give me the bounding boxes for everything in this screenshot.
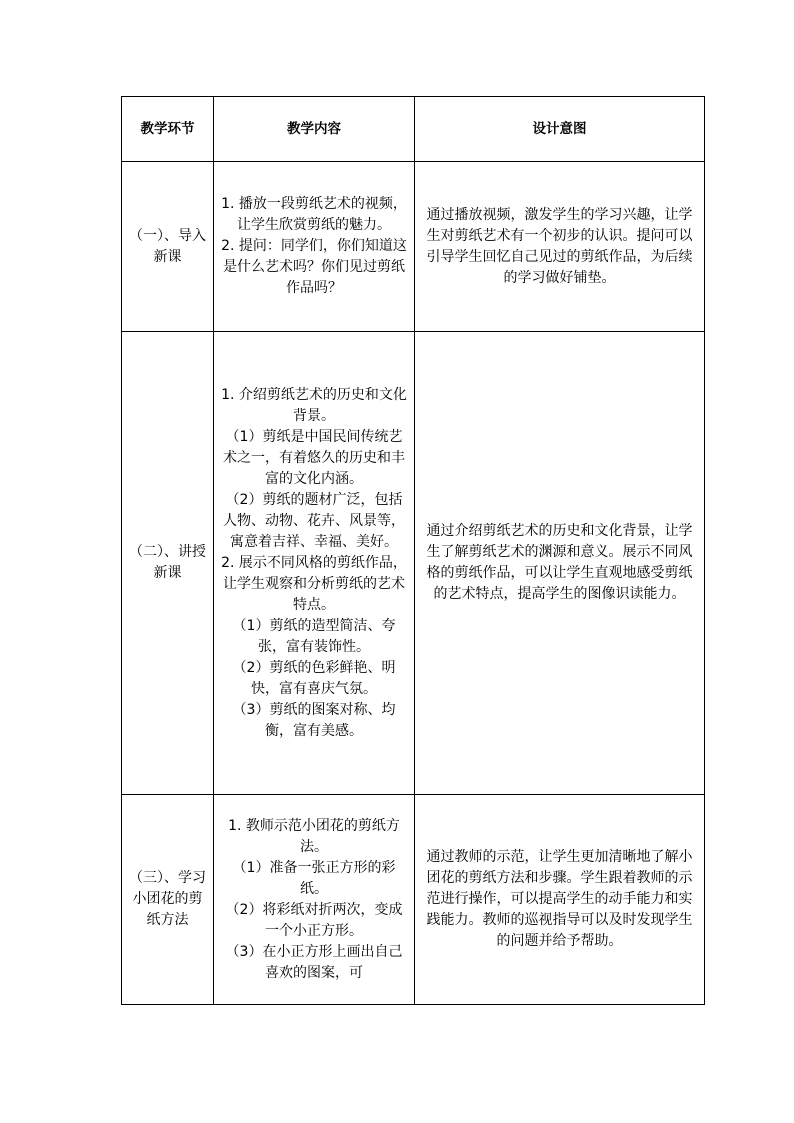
content-line: （1）剪纸的造型简洁、夸张，富有装饰性。 xyxy=(232,617,396,655)
intent-cell: 通过播放视频，激发学生的学习兴趣，让学生对剪纸艺术有一个初步的认识。提问可以引导学生回忆自己见过的剪纸作品，为后续的学习做好铺垫。 xyxy=(415,162,705,332)
content-line: （1）准备一张正方形的彩纸。 xyxy=(232,859,396,897)
stage-cell: （一）、导入新课 xyxy=(122,162,214,332)
table-header-row xyxy=(122,97,705,162)
content-line: 1. 教师示范小团花的剪纸方法。 xyxy=(228,817,400,855)
content-line: （3）在小正方形上画出自己喜欢的图案，可 xyxy=(225,943,403,981)
content-line: （2）将彩纸对折两次，变成一个小正方形。 xyxy=(225,901,403,939)
header-intent: 设计意图 xyxy=(415,97,705,162)
content-line: （1）剪纸是中国民间传统艺术之一，有着悠久的历史和丰富的文化内涵。 xyxy=(223,428,405,487)
content-line: （3）剪纸的图案对称、均衡，富有美感。 xyxy=(232,701,396,739)
table-row xyxy=(122,795,705,1005)
content-line: 1. 介绍剪纸艺术的历史和文化背景。 xyxy=(221,386,407,424)
intent-cell: 通过教师的示范，让学生更加清晰地了解小团花的剪纸方法和步骤。学生跟着教师的示范进行操作，可以提高学生的动手能力和实践能力。教师的巡视指导可以及时发现学生的问题并给予帮助。 xyxy=(415,795,705,1005)
stage-cell: （二）、讲授新课 xyxy=(122,332,214,795)
table-row xyxy=(122,332,705,795)
content-cell xyxy=(214,332,415,795)
table-row xyxy=(122,162,705,332)
stage-cell: （三）、学习小团花的剪纸方法 xyxy=(122,795,214,1005)
content-line: （2）剪纸的题材广泛，包括人物、动物、花卉、风景等，寓意着吉祥、幸福、美好。 xyxy=(223,491,405,550)
content-line: 2. 提问：同学们，你们知道这是什么艺术吗？你们见过剪纸作品吗？ xyxy=(221,238,407,296)
header-content: 教学内容 xyxy=(214,97,415,162)
content-line: （2）剪纸的色彩鲜艳、明快，富有喜庆气氛。 xyxy=(232,659,396,697)
lesson-plan-table xyxy=(121,96,705,1005)
content-line: 2. 展示不同风格的剪纸作品，让学生观察和分析剪纸的艺术特点。 xyxy=(221,554,407,613)
header-stage: 教学环节 xyxy=(122,97,214,162)
content-line: 1. 播放一段剪纸艺术的视频，让学生欣赏剪纸的魅力。 xyxy=(221,196,407,233)
intent-cell: 通过介绍剪纸艺术的历史和文化背景，让学生了解剪纸艺术的渊源和意义。展示不同风格的剪纸作品，可以让学生直观地感受剪纸的艺术特点，提高学生的图像识读能力。 xyxy=(415,332,705,795)
content-cell xyxy=(214,795,415,1005)
content-cell xyxy=(214,162,415,332)
